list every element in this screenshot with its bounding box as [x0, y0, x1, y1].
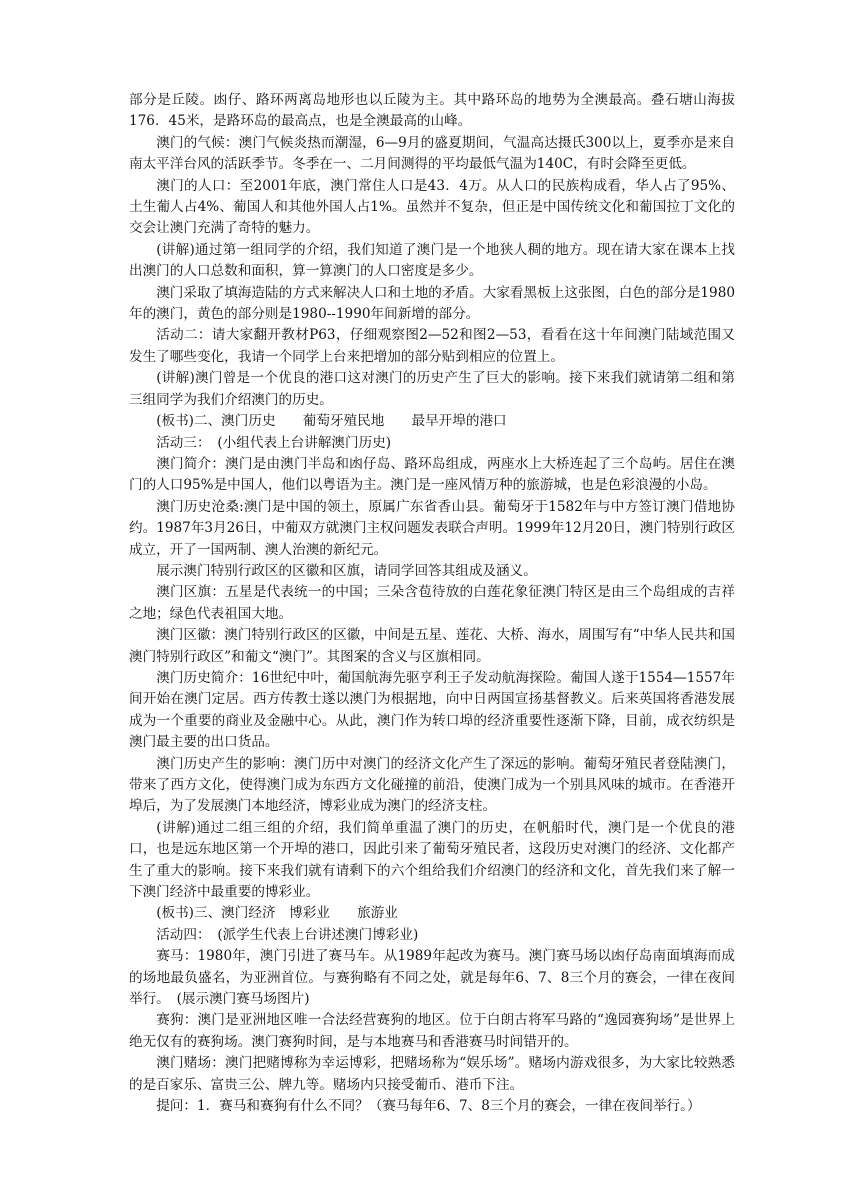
- paragraph-history-impact: 澳门历史产生的影响：澳门历中对澳门的经济文化产生了深远的影响。葡萄牙殖民者登陆澳门，带来了西方文化，使得澳门成为东西方文化碰撞的前沿，使澳门成为一个别具风味的城市。在香港开埠后，为了发展澳门本地经济，博彩业成为澳门的经济支柱。: [129, 755, 735, 815]
- paragraph-activity-3: 活动三： (小组代表上台讲解澳门历史): [156, 434, 392, 451]
- paragraph-explain-2: (讲解)澳门曾是一个优良的港口这对澳门的历史产生了巨大的影响。接下来我们就请第二组和第三组同学为我们介绍澳门的历史。: [129, 370, 735, 408]
- paragraph-climate: 澳门的气候：澳门气候炎热而潮湿，6—9月的盛夏期间，气温高达摄氏300以上，夏季亦是来自南太平洋台风的活跃季节。冬季在一、二月间测得的平均最低气温为140C，有时会降至更低。: [129, 134, 735, 173]
- paragraph-flag: 澳门区旗：五星是代表统一的中国；三朵含苞待放的白莲花象征澳门特区是由三个岛组成的吉祥之地；绿色代表祖国大地。: [129, 584, 735, 622]
- paragraph-horse-racing: 赛马：1980年，澳门引进了赛马车。从1989年起改为赛马。澳门赛马场以凼仔岛南面填海而成的场地最负盛名，为亚洲首位。与赛狗略有不同之处，就是每年6、7、8三个月的赛会，一律在夜间举行。 (展示澳门赛马场图片): [129, 948, 735, 1008]
- paragraph-intro: 澳门简介：澳门是由澳门半岛和凼仔岛、路环岛组成，两座水上大桥连起了三个岛屿。居住在澳门的人口95%是中国人，他们以粤语为主。澳门是一座风情万种的旅游城，也是色彩浪漫的小岛。: [129, 455, 735, 494]
- paragraph-population: 澳门的人口：至2001年底，澳门常住人口是43．4万。从人口的民族构成看，华人占了95%、土生葡人占4%、葡国人和其他外国人占1%。虽然并不复杂，但正是中国传统文化和葡国拉丁文化的交会让澳门充满了奇特的魅力。: [129, 177, 735, 237]
- paragraph-board-history: (板书)二、澳门历史 葡萄牙殖民地 最早开埠的港口: [156, 413, 507, 430]
- paragraph-board-economy: (板书)三、澳门经济 博彩业 旅游业: [156, 905, 398, 922]
- paragraph-question: 提问：1．赛马和赛狗有什么不同？（赛马每年6、7、8三个月的赛会，一律在夜间举行。）: [156, 1098, 701, 1115]
- paragraph-terrain: 部分是丘陵。凼仔、路环两离岛地形也以丘陵为主。其中路环岛的地势为全澳最高。叠石塘山海拔176．45米，是路环岛的最高点，也是全澳最高的山峰。: [129, 92, 735, 130]
- paragraph-explain-1: (讲解)通过第一组同学的介绍，我们知道了澳门是一个地狭人稠的地方。现在请大家在课本上找出澳门的人口总数和面积，算一算澳门的人口密度是多少。: [129, 241, 735, 280]
- paragraph-casino: 澳门赌场：澳门把赌博称为幸运博彩，把赌场称为“娱乐场”。赌场内游戏很多，为大家比较熟悉的是百家乐、富贵三公、牌九等。赌场内只接受葡币、港币下注。: [129, 1055, 735, 1093]
- paragraph-history-changes: 澳门历史沧桑:澳门是中国的领土，原属广东省香山县。葡萄牙于1582年与中方签订澳门借地协约。1987年3月26日，中葡双方就澳门主权问题发表联合声明。1999年12月20日，澳门特别行政区成立，开了一国两制、澳人治澳的新纪元。: [129, 498, 735, 558]
- paragraph-activity-2: 活动二：请大家翻开教材P63，仔细观察图2—52和图2—53，看看在这十年间澳门陆域范围又发生了哪些变化，我请一个同学上台来把增加的部分贴到相应的位置上。: [129, 327, 735, 365]
- paragraph-explain-3: (讲解)通过二组三组的介绍，我们简单重温了澳门的历史，在帆船时代，澳门是一个优良的港口，也是远东地区第一个开埠的港口，因此引来了葡萄牙殖民者，这段历史对澳门的经济、文化都产生了重大的影响。接下来我们就有请剩下的六个组给我们介绍澳门的经济和文化，首先我们来了解一下澳门经济中最重要的博彩业。: [129, 819, 735, 901]
- paragraph-dog-racing: 赛狗：澳门是亚洲地区唯一合法经营赛狗的地区。位于白朗古将军马路的“逸园赛狗场”是世界上绝无仅有的赛狗场。澳门赛狗时间，是与本地赛马和香港赛马时间错开的。: [129, 1012, 735, 1050]
- paragraph-activity-4: 活动四： (派学生代表上台讲述澳门博彩业): [156, 926, 419, 943]
- paragraph-emblem: 澳门区徽：澳门特别行政区的区徽，中间是五星、莲花、大桥、海水，周围写有“中华人民共和国澳门特别行政区”和葡文“澳门”。其图案的含义与区旗相同。: [129, 627, 735, 665]
- document-page: [129, 90, 735, 1118]
- paragraph-history-brief: 澳门历史简介：16世纪中叶，葡国航海先驱亨利王子发动航海探险。葡国人遂于1554—1557年间开始在澳门定居。西方传教士遂以澳门为根据地，向中日两国宣扬基督教义。后来英国将香港发展成为一个重要的商业及金融中心。从此，澳门作为转口埠的经济重要性逐渐下降，目前，成衣纺织是澳门最主要的出口货品。: [129, 669, 735, 751]
- paragraph-land-reclamation: 澳门采取了填海造陆的方式来解决人口和土地的矛盾。大家看黑板上这张图，白色的部分是1980年的澳门，黄色的部分则是1980--1990年间新增的部分。: [129, 284, 735, 323]
- paragraph-show-emblem: 展示澳门特别行政区的区徽和区旗，请同学回答其组成及涵义。: [156, 562, 537, 579]
